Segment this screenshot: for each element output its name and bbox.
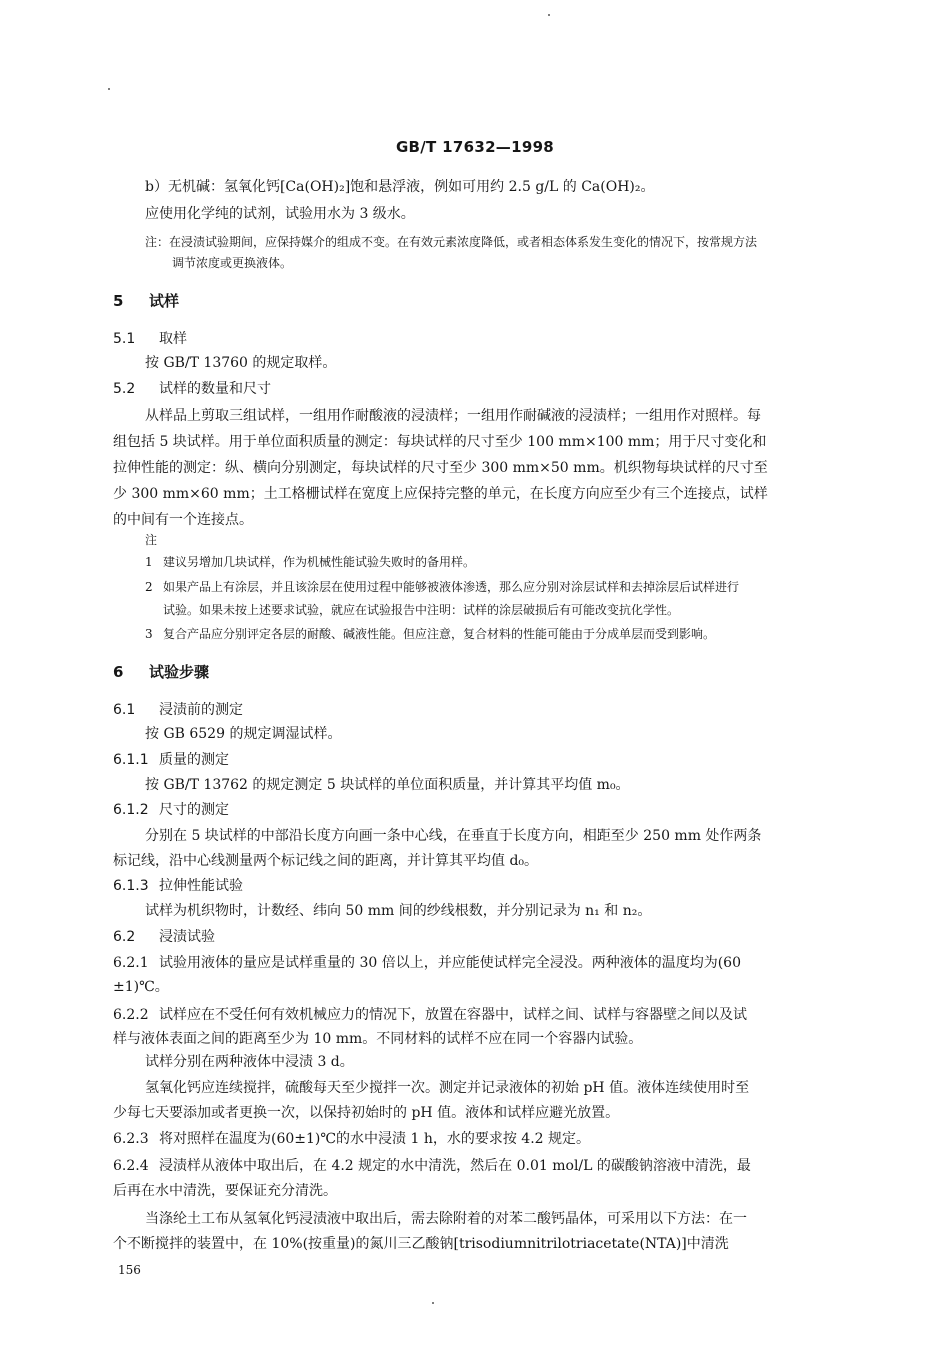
section-text: 浸渍样从液体中取出后，在 4.2 规定的水中清洗，然后在 0.01 mol/L 的碳酸钠溶液中清洗，最 <box>159 1158 751 1174</box>
section-number: 6.2 <box>113 929 136 945</box>
section-number: 5 <box>113 292 124 310</box>
section-5-2-para-line: 组包括 5 块试样。用于单位面积质量的测定：每块试样的尺寸至少 100 mm×100 mm；用于尺寸变化和 <box>113 434 767 450</box>
section-6-2-2-para-line: 氢氧化钙应连续搅拌，硫酸每天至少搅拌一次。测定并记录液体的初始 pH 值。液体连续使用时至 <box>145 1080 750 1096</box>
section-6-2-2-line <box>113 1004 747 1026</box>
section-5-1-heading <box>113 328 187 348</box>
section-number: 6.1.2 <box>113 802 149 818</box>
section-6-1-1-text: 按 GB/T 13762 的规定测定 5 块试样的单位面积质量，并计算其平均值 m₀。 <box>145 777 630 793</box>
section-5-2-para-line: 少 300 mm×60 mm；土工格栅试样在宽度上应保持完整的单元，在长度方向应至少有三个连接点，试样 <box>113 486 768 502</box>
section-5-2-para-line: 的中间有一个连接点。 <box>113 512 253 528</box>
note-1 <box>145 552 475 572</box>
note-number: 2 <box>145 580 153 594</box>
section-6-2-2-para: 试样分别在两种液体中浸渍 3 d。 <box>145 1054 354 1070</box>
reagent-statement: 应使用化学纯的试剂，试验用水为 3 级水。 <box>145 206 415 222</box>
section-number: 6.2.1 <box>113 955 149 971</box>
section-title: 质量的测定 <box>159 752 229 768</box>
note-line-1: 注：在浸渍试验期间，应保持媒介的组成不变。在有效元素浓度降低，或者相态体系发生变化的情况下，按常规方法 <box>145 235 758 249</box>
note-number: 3 <box>145 627 153 641</box>
section-text: 试样应在不受任何有效机械应力的情况下，放置在容器中，试样之间、试样与容器壁之间以及试 <box>159 1007 747 1023</box>
section-title: 取样 <box>159 331 187 347</box>
item-b-inorganic-base: b）无机碱：氢氧化钙[Ca(OH)₂]饱和悬浮液，例如可用约 2.5 g/L 的 Ca(OH)₂。 <box>145 179 655 195</box>
section-6-1-text: 按 GB 6529 的规定调湿试样。 <box>145 726 342 742</box>
section-title: 尺寸的测定 <box>159 802 229 818</box>
note-text: 复合产品应分别评定各层的耐酸、碱液性能。但应注意，复合材料的性能可能由于分成单层而受到影响。 <box>163 627 716 641</box>
section-number: 6.1.1 <box>113 752 149 768</box>
section-5-1-text: 按 GB/T 13760 的规定取样。 <box>145 355 337 371</box>
section-title: 浸渍前的测定 <box>159 702 243 718</box>
section-title: 试样 <box>149 292 180 310</box>
note-number: 1 <box>145 555 153 569</box>
section-6-2-4-line <box>113 1155 751 1177</box>
section-6-1-3-heading <box>113 875 243 895</box>
final-para-line: 当涤纶土工布从氢氧化钙浸渍液中取出后，需去除附着的对苯二酸钙晶体，可采用以下方法：在一 <box>145 1211 747 1227</box>
section-6-2-heading <box>113 926 215 946</box>
section-6-1-1-heading <box>113 749 229 769</box>
section-number: 6.2.4 <box>113 1158 149 1174</box>
page-number: 156 <box>118 1263 141 1277</box>
section-number: 6.2.2 <box>113 1007 149 1023</box>
section-title: 浸渍试验 <box>159 929 215 945</box>
page-header: GB/T 17632—1998 <box>395 138 555 156</box>
note-line-2: 调节浓度或更换液体。 <box>172 256 293 270</box>
section-6-heading <box>113 661 209 682</box>
section-6-2-1-line: ±1)℃。 <box>113 979 169 995</box>
section-number: 6.1.3 <box>113 878 149 894</box>
section-text: 试验用液体的量应是试样重量的 30 倍以上，并应能使试样完全浸没。两种液体的温度均为(60 <box>159 955 741 971</box>
section-6-1-2-line: 标记线，沿中心线测量两个标记线之间的距离，并计算其平均值 d₀。 <box>113 853 539 869</box>
section-6-2-4-line: 后再在水中清洗，要保证充分清洗。 <box>113 1183 337 1199</box>
note-text: 建议另增加几块试样，作为机械性能试验失败时的备用样。 <box>163 555 476 569</box>
section-number: 6.1 <box>113 702 136 718</box>
section-5-2-para-line: 从样品上剪取三组试样，一组用作耐酸液的浸渍样；一组用作耐碱液的浸渍样；一组用作对照样。每 <box>145 408 761 424</box>
scan-speck <box>108 88 110 90</box>
section-6-1-2-line: 分别在 5 块试样的中部沿长度方向画一条中心线，在垂直于长度方向，相距至少 250 mm 处作两条 <box>145 828 762 844</box>
section-number: 6 <box>113 663 124 681</box>
section-6-2-1-line <box>113 952 741 974</box>
notes-label: 注 <box>145 533 158 547</box>
section-5-2-heading <box>113 378 271 398</box>
section-5-2-para-line: 拉伸性能的测定：纵、横向分别测定，每块试样的尺寸至少 300 mm×50 mm。机织物每块试样的尺寸至 <box>113 460 768 476</box>
section-5-heading <box>113 290 179 311</box>
section-6-1-3-text: 试样为机织物时，计数经、纬向 50 mm 间的纱线根数，并分别记录为 n₁ 和 n₂。 <box>145 903 652 919</box>
section-text: 将对照样在温度为(60±1)℃的水中浸渍 1 h，水的要求按 4.2 规定。 <box>159 1131 591 1147</box>
note-2-line-1 <box>145 577 739 597</box>
section-6-1-heading <box>113 699 243 719</box>
scan-speck <box>548 14 550 16</box>
section-number: 5.1 <box>113 331 136 347</box>
final-para-line: 个不断搅拌的装置中，在 10%(按重量)的氮川三乙酸钠[trisodiumnitrilotriacetate(NTA)]中清洗 <box>113 1236 729 1252</box>
section-title: 拉伸性能试验 <box>159 878 243 894</box>
note-2-line-2: 试验。如果未按上述要求试验，就应在试验报告中注明：试样的涂层破损后有可能改变抗化学性。 <box>163 603 680 617</box>
scan-speck <box>432 1302 434 1304</box>
section-6-1-2-heading <box>113 799 229 819</box>
note-text: 如果产品上有涂层，并且该涂层在使用过程中能够被液体渗透，那么应分别对涂层试样和去掉涂层后试样进行 <box>163 580 740 594</box>
section-6-2-2-line: 样与液体表面之间的距离至少为 10 mm。不同材料的试样不应在同一个容器内试验。 <box>113 1031 643 1047</box>
note-3 <box>145 624 715 644</box>
section-title: 试验步骤 <box>149 663 210 681</box>
section-number: 6.2.3 <box>113 1131 149 1147</box>
section-6-2-2-para-line: 少每七天要添加或者更换一次，以保持初始时的 pH 值。液体和试样应避光放置。 <box>113 1105 620 1121</box>
section-6-2-3-line <box>113 1128 590 1150</box>
section-title: 试样的数量和尺寸 <box>159 381 271 397</box>
section-number: 5.2 <box>113 381 136 397</box>
